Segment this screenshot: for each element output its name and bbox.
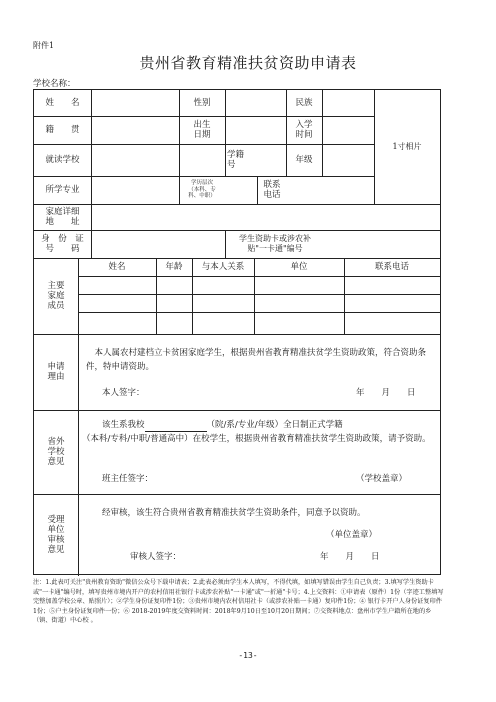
school-blank[interactable] (145, 422, 207, 432)
unit-stamp: （单位盖章） (326, 530, 378, 540)
application-form (33, 89, 441, 575)
row-line (34, 494, 440, 495)
row-line (78, 294, 440, 295)
major-label: 所学专业 (45, 184, 80, 195)
family-members-label: 主要 家庭 成员 (47, 280, 65, 312)
grade-label: 年级 (295, 154, 313, 165)
name-label: 姓 名 (45, 97, 80, 108)
id-number-label: 身 份 证 号 码 (41, 233, 84, 254)
education-level-label: 学历层次 （本科、专 科、中职） (188, 179, 216, 200)
unit-date: 年 月 日 (320, 552, 380, 562)
photo-box[interactable]: 1寸相片 (392, 142, 422, 152)
aid-card-number-label: 学生资助卡或涉农补 贴"一卡通"编号 (239, 234, 311, 253)
name-value[interactable] (91, 90, 179, 116)
school-name-label: 学校名称： (33, 79, 76, 89)
reason-signature: 本人签字： (102, 388, 145, 398)
unit-opinion-label: 受理 单位 审核 意见 (47, 514, 65, 556)
family-col-phone: 联系电话 (374, 261, 409, 272)
address-label: 家庭详细 地 址 (45, 206, 80, 227)
col-line (78, 258, 79, 576)
row-line (34, 410, 440, 411)
reason-date: 年 月 日 (356, 388, 416, 398)
school-opinion-line1: 该生系我校 （院/系/专业/年级）全日制正式学籍 (102, 420, 343, 430)
native-place-label: 籍 贯 (45, 124, 80, 135)
teacher-signature: 班主任签字： (102, 474, 154, 484)
school-opinion-label: 省外 学校 意见 (47, 436, 65, 468)
school-label: 就读学校 (45, 154, 80, 165)
gender-label: 性别 (193, 97, 211, 108)
row-line (34, 334, 440, 335)
family-col-name: 姓名 (108, 261, 126, 272)
student-number-label: 学籍 号 (227, 149, 245, 170)
family-col-employer: 单位 (290, 261, 308, 272)
attachment-label: 附件1 (33, 41, 55, 50)
family-col-age: 年龄 (165, 261, 183, 272)
family-col-relation: 与本人关系 (201, 261, 245, 272)
school-opinion-line2: （本科/专科/中职/普通高中）在校学生，根据贵州省教育精准扶贫学生资助政策，请予资助。 (82, 434, 431, 444)
row-line (78, 312, 440, 313)
birth-date-label: 出生 日期 (193, 119, 211, 140)
row-line (78, 276, 440, 277)
school-stamp: （学校盖章） (356, 474, 408, 484)
reviewer-signature: 审核人签字： (130, 552, 182, 562)
phone-label: 联系 电话 (263, 179, 281, 200)
page-title: 贵州省教育精准扶贫资助申请表 (139, 54, 357, 72)
notes: 注：1.此表可关注"贵州教育资助"微信公众号下载申请表；2.此表必须由学生本人填写，不得代填，如填写错误由学生自己负责；3.填写学生资助卡或"一卡通"编号时，填写贵州市境内开户的农村信用社银行卡或涉农补贴"一卡通"或"一折通"卡号；4.上交资料：①申请表（原件）1份（字迹工整填写完整加盖学校公章、贴照片）；②学生身份证复印件1份；③贵州市境内农村信用社卡（或涉农补贴一卡通）复印件1份；④ 银行卡开户人身份证复印件1份；⑤户主身份证复印件一份；⑥ 2018-2019年度交资料时间：2018年9月10日至10月20日期间；⑦交资料地点：盘州市学生户籍所在地的乡（镇、街道）中心校 。 (33, 579, 444, 625)
reason-label: 申请 理由 (47, 361, 65, 382)
ethnicity-label: 民族 (295, 97, 313, 108)
reason-text: 本人属农村建档立卡贫困家庭学生，根据贵州省教育精准扶贫学生资助政策，符合资助条件，特申请资助。 (86, 348, 427, 372)
col-line (322, 90, 323, 176)
row-line (34, 204, 440, 205)
page-number: -13- (238, 651, 258, 660)
unit-opinion-text: 经审核，该生符合贵州省教育精准扶贫学生资助条件，同意予以资助。 (102, 508, 366, 518)
enroll-time-label: 入学 时间 (295, 119, 313, 140)
